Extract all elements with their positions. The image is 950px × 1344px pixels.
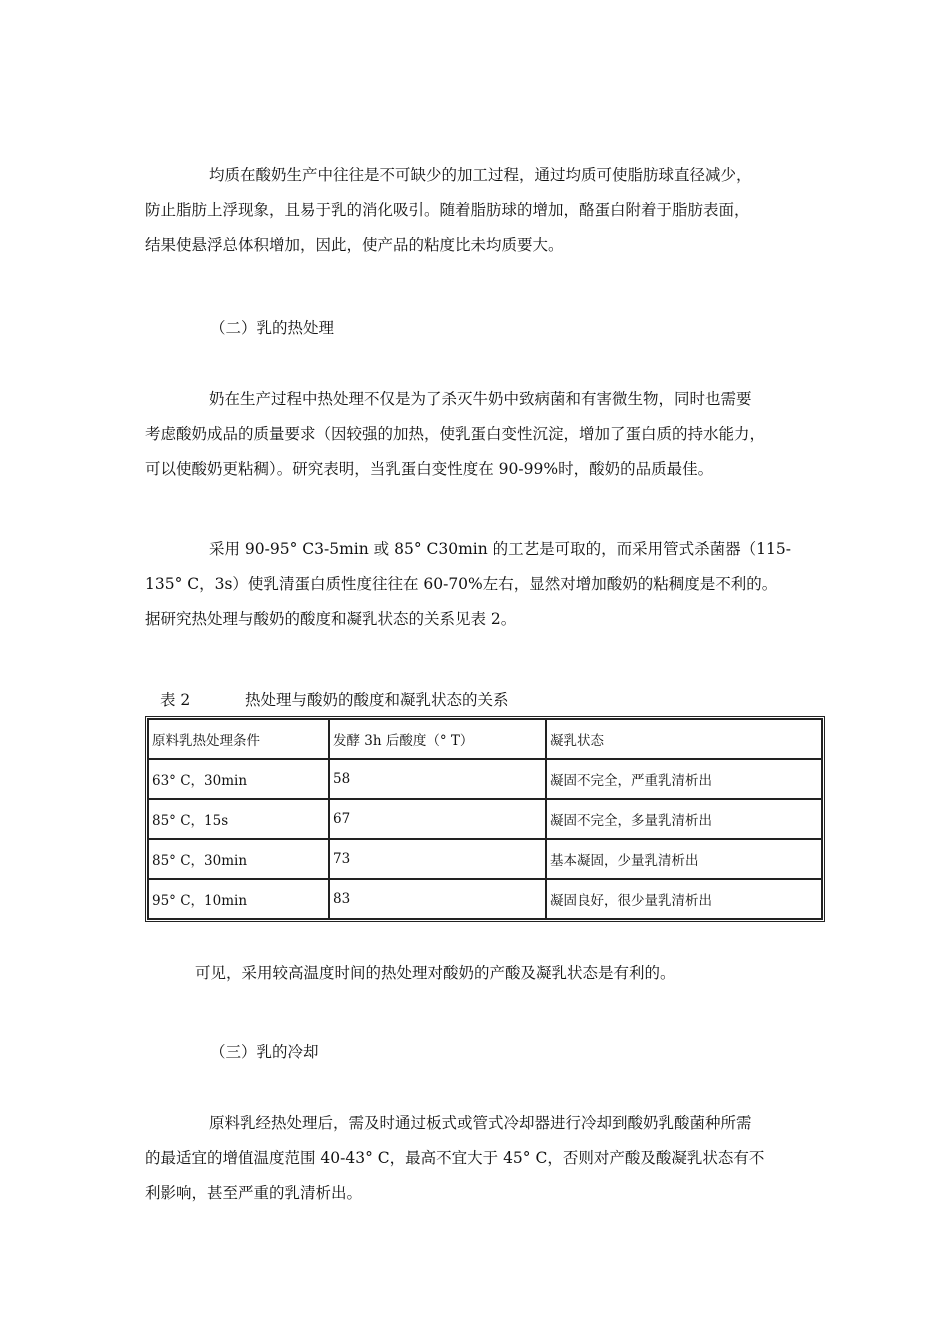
text-line: 的最适宜的增值温度范围 40-43° C，最高不宜大于 45° C，否则对产酸及酸凝乳状态有不 bbox=[145, 1149, 765, 1167]
paragraph-cooling bbox=[145, 1106, 805, 1211]
table-cell: 凝固不完全，多量乳清析出 bbox=[546, 799, 822, 839]
section-heading-heat-treatment: （二）乳的热处理 bbox=[210, 319, 335, 337]
table-row bbox=[148, 759, 822, 799]
text-line: 据研究热处理与酸奶的酸度和凝乳状态的关系见表 2。 bbox=[145, 610, 517, 628]
paragraph-homogenization bbox=[145, 158, 805, 263]
table-cell: 58 bbox=[329, 759, 546, 799]
header-cell: 凝乳状态 bbox=[546, 719, 822, 759]
table-cell: 95° C，10min bbox=[148, 879, 329, 919]
header-cell: 发酵 3h 后酸度（° T） bbox=[329, 719, 546, 759]
table-row bbox=[148, 799, 822, 839]
header-cell: 原料乳热处理条件 bbox=[148, 719, 329, 759]
text-line: 采用 90-95° C3-5min 或 85° C30min 的工艺是可取的，而采用管式杀菌器（115- bbox=[209, 540, 791, 558]
table-cell: 凝固不完全，严重乳清析出 bbox=[546, 759, 822, 799]
table-title: 热处理与酸奶的酸度和凝乳状态的关系 bbox=[244, 691, 509, 709]
text-line: 结果使悬浮总体积增加，因此，使产品的粘度比未均质要大。 bbox=[145, 236, 564, 254]
table-caption bbox=[160, 688, 508, 710]
table-cell: 73 bbox=[329, 839, 546, 879]
table-cell: 63° C，30min bbox=[148, 759, 329, 799]
table-cell: 83 bbox=[329, 879, 546, 919]
text-line: 可见，采用较高温度时间的热处理对酸奶的产酸及凝乳状态是有利的。 bbox=[195, 964, 676, 982]
table-cell: 85° C，30min bbox=[148, 839, 329, 879]
text-line: 可以使酸奶更粘稠）。研究表明，当乳蛋白变性度在 90-99%时，酸奶的品质最佳。 bbox=[145, 460, 714, 478]
paragraph-heat-treatment bbox=[145, 382, 805, 487]
text-line: 利影响，甚至严重的乳清析出。 bbox=[145, 1184, 363, 1202]
section-heading-cooling: （三）乳的冷却 bbox=[210, 1043, 319, 1061]
heat-treatment-table bbox=[145, 716, 825, 922]
table-cell: 85° C，15s bbox=[148, 799, 329, 839]
paragraph-conclusion bbox=[195, 956, 815, 991]
table-row bbox=[148, 879, 822, 919]
table-cell: 基本凝固，少量乳清析出 bbox=[546, 839, 822, 879]
text-line: 原料乳经热处理后，需及时通过板式或管式冷却器进行冷却到酸奶乳酸菌种所需 bbox=[209, 1114, 752, 1132]
table-row bbox=[148, 839, 822, 879]
text-line: 考虑酸奶成品的质量要求（因较强的加热，使乳蛋白变性沉淀，增加了蛋白质的持水能力， bbox=[145, 425, 766, 443]
table-header-row bbox=[148, 719, 822, 759]
paragraph-process-conditions bbox=[145, 532, 805, 637]
table-label: 表 2 bbox=[160, 691, 191, 709]
text-line: 135° C，3s）使乳清蛋白质性度往往在 60-70%左右，显然对增加酸奶的粘稠度是不利的。 bbox=[145, 575, 778, 593]
text-line: 奶在生产过程中热处理不仅是为了杀灭牛奶中致病菌和有害微生物，同时也需要 bbox=[209, 390, 752, 408]
text-line: 防止脂肪上浮现象，且易于乳的消化吸引。随着脂肪球的增加，酪蛋白附着于脂肪表面， bbox=[145, 201, 750, 219]
text-line: 均质在酸奶生产中往往是不可缺少的加工过程，通过均质可使脂肪球直径减少， bbox=[209, 166, 752, 184]
table-cell: 凝固良好，很少量乳清析出 bbox=[546, 879, 822, 919]
table-cell: 67 bbox=[329, 799, 546, 839]
